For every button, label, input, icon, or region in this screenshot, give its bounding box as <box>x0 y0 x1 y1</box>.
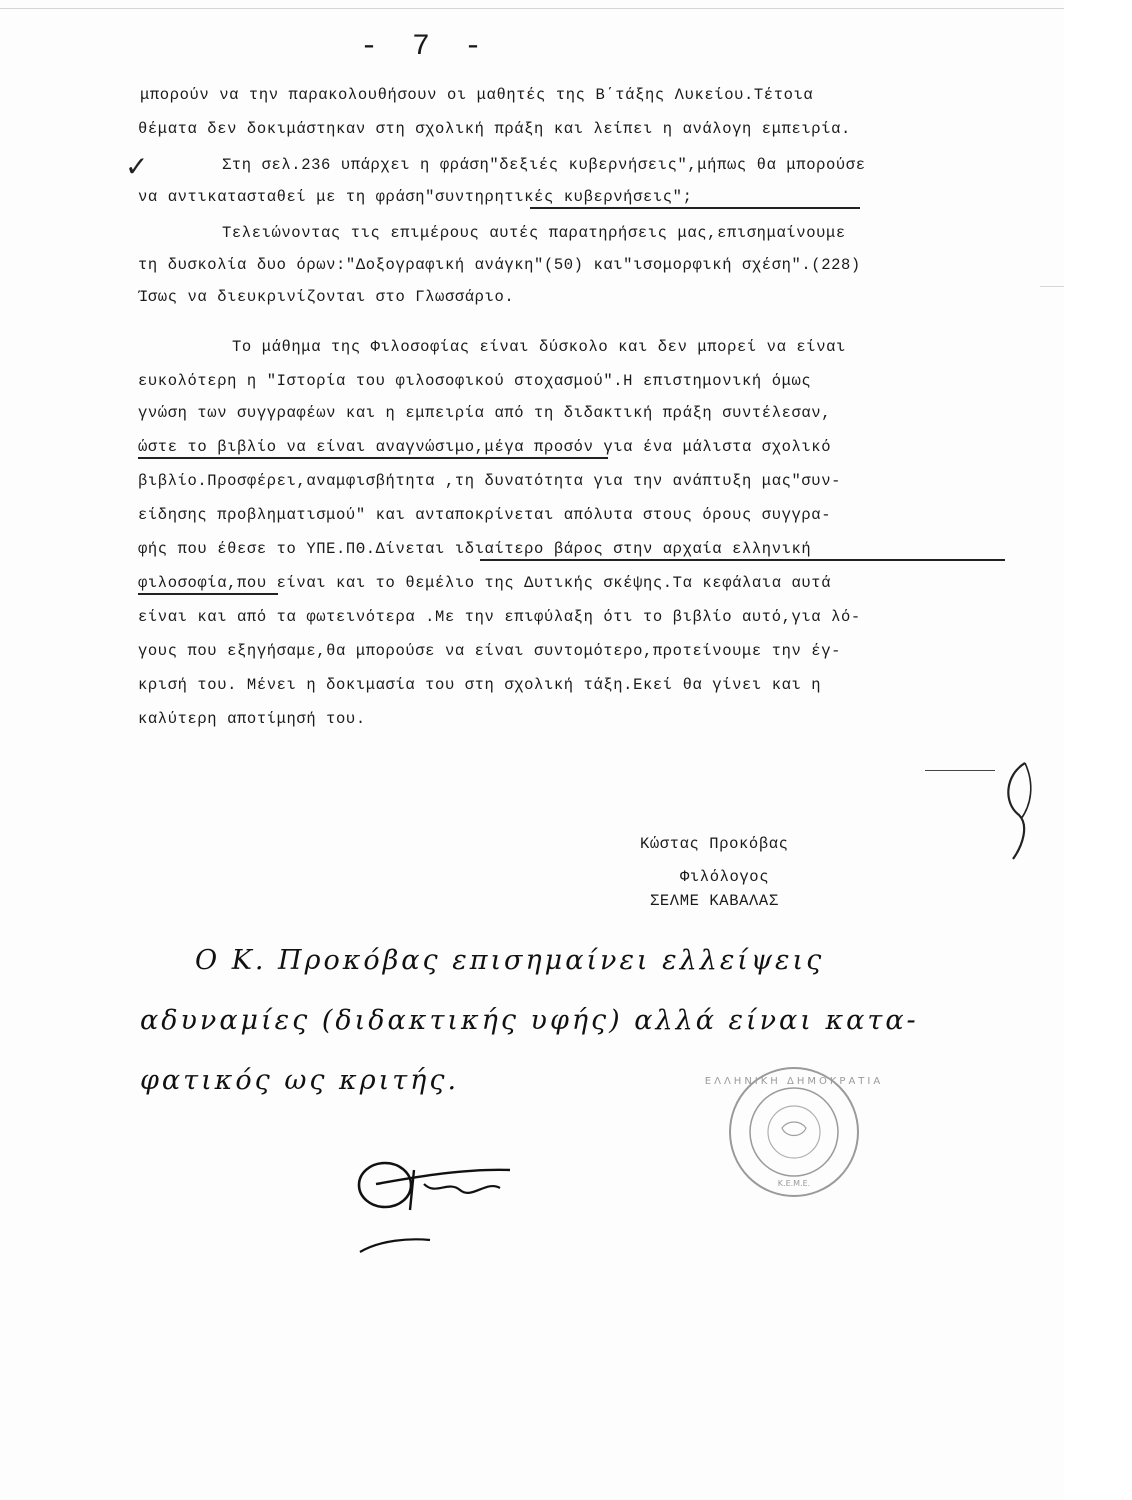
text-line-12: βιβλίο.Προσφέρει,αναμφισβήτητα ,τη δυνατότητα για την ανάπτυξη μας"συν- <box>138 472 842 490</box>
text-line-9: ευκολότερη η "Ιστορία του φιλοσοφικού στοχασμού".Η επιστημονική όμως <box>138 372 812 390</box>
signature-org: ΣΕΛΜΕ ΚΑΒΑΛΑΣ <box>650 892 779 910</box>
margin-signature-icon <box>995 755 1045 865</box>
text-line-1: μπορούν να την παρακολουθήσουν οι μαθητές της Β΄τάξης Λυκείου.Τέτοια <box>140 86 814 104</box>
text-line-14: φής που έθεσε το ΥΠΕ.ΠΘ.Δίνεται ιδιαίτερο βάρος στην αρχαία ελληνική <box>138 540 812 558</box>
handwritten-note-line-1: Ο Κ. Προκόβας επισημαίνει ελλείψεις <box>195 945 825 976</box>
text-line-18: κρισή του. Μένει η δοκιμασία του στη σχολική τάξη.Εκεί θα γίνει και η <box>138 676 822 694</box>
text-line-17: γους που εξηγήσαμε,θα μπορούσε να είναι συντομότερο,προτείνουμε την έγ- <box>138 642 842 660</box>
signature-name: Κώστας Προκόβας <box>640 835 789 853</box>
check-mark-icon: ✓ <box>125 150 149 183</box>
text-line-15: φιλοσοφία,που είναι και το θεμέλιο της Δυτικής σκέψης.Τα κεφάλαια αυτά <box>138 574 832 592</box>
signature-role: Φιλόλογος <box>680 868 770 886</box>
text-line-8: Το μάθημα της Φιλοσοφίας είναι δύσκολο και δεν μπορεί να είναι <box>232 338 846 356</box>
handwritten-signature <box>340 1140 520 1260</box>
underline-line-4 <box>530 207 860 209</box>
text-line-7: Ίσως να διευκρινίζονται στο Γλωσσάριο. <box>138 288 515 306</box>
svg-text:Κ.Ε.Μ.Ε.: Κ.Ε.Μ.Ε. <box>777 1179 811 1188</box>
underline-line-15 <box>138 593 278 595</box>
page-number: - 7 - <box>360 30 491 64</box>
handwritten-note-line-3: φατικός ως κριτής. <box>140 1065 460 1096</box>
handwritten-note-line-2: αδυναμίες (διδακτικής υφής) αλλά είναι κατα- <box>140 1005 919 1036</box>
text-line-10: γνώση των συγγραφέων και η εμπειρία από τη διδακτική πράξη συντέλεσαν, <box>138 404 832 422</box>
underline-line-14 <box>480 559 1005 561</box>
text-line-3: Στη σελ.236 υπάρχει η φράση"δεξιές κυβερνήσεις",μήπως θα μπορούσε <box>222 156 866 174</box>
signature-rule <box>925 770 995 771</box>
fold-line-top <box>0 8 1064 9</box>
underline-line-11 <box>138 457 608 459</box>
text-line-5: Τελειώνοντας τις επιμέρους αυτές παρατηρήσεις μας,επισημαίνουμε <box>222 224 846 242</box>
text-line-2: θέματα δεν δοκιμάστηκαν στη σχολική πράξη και λείπει η ανάλογη εμπειρία. <box>138 120 851 138</box>
text-line-4: να αντικατασταθεί με τη φράση"συντηρητικές κυβερνήσεις"; <box>138 188 693 206</box>
text-line-6: τη δυσκολία δυο όρων:"Δοξογραφική ανάγκη"(50) και"ισομορφική σχέση".(228) <box>138 256 861 274</box>
fold-line-right <box>1040 286 1064 287</box>
text-line-11: ώστε το βιβλίο να είναι αναγνώσιμο,μέγα προσόν για ένα μάλιστα σχολικό <box>138 438 832 456</box>
text-line-13: είδησης προβληματισμού" και ανταποκρίνεται απόλυτα στους όρους συγγρα- <box>138 506 832 524</box>
official-stamp <box>704 1062 884 1202</box>
text-line-16: είναι και από τα φωτεινότερα .Με την επιφύλαξη ότι το βιβλίο αυτό,για λό- <box>138 608 861 626</box>
svg-text:ΕΛΛΗΝΙΚΗ ΔΗΜΟΚΡΑΤΙΑ: ΕΛΛΗΝΙΚΗ ΔΗΜΟΚΡΑΤΙΑ <box>704 1076 884 1087</box>
text-line-19: καλύτερη αποτίμησή του. <box>138 710 366 728</box>
